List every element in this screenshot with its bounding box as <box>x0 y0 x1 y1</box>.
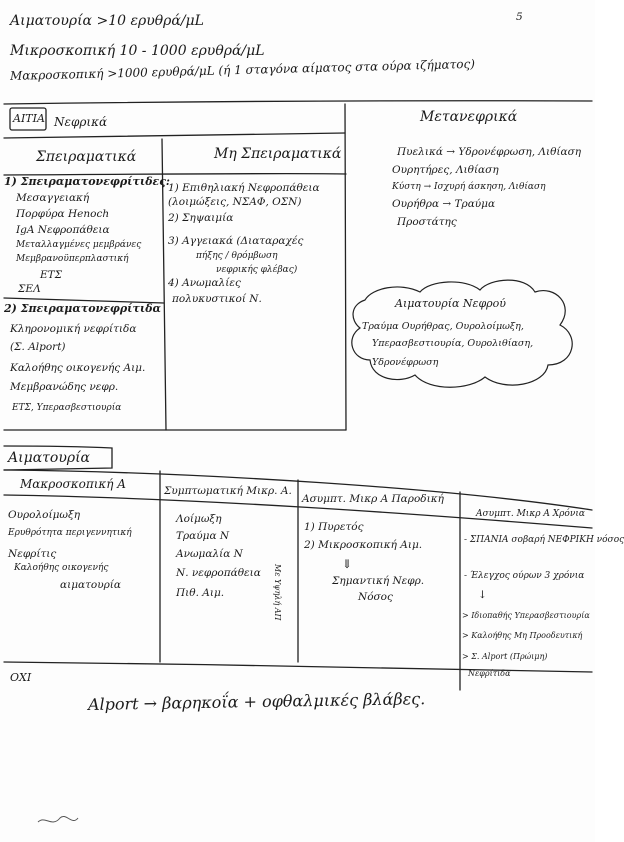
col3-title: Ασυμπτ. Μικρ Α Παροδική <box>302 493 444 505</box>
spir-2-heading: 2) Σπειραματονεφρίτιδα <box>4 302 161 315</box>
col4-item: - ΣΠΑΝΙΑ σοβαρή ΝΕΦΡΙΚΗ νόσος <box>464 535 624 545</box>
bottom-note: Alport → βαρηκοΐα + οφθαλμικές βλάβες. <box>87 689 426 714</box>
col1-title: Μακροσκοπική Α <box>20 477 126 491</box>
col3-item: Νόσος <box>358 591 393 603</box>
mi-spir-item: 1) Επιθηλιακή Νεφροπάθεια <box>168 182 320 194</box>
col3-item: Σημαντική Νεφρ. <box>332 575 425 587</box>
mi-spir-item: πήξης / θρόμβωση <box>196 251 278 261</box>
col2-item: Ανωμαλία Ν <box>176 548 243 560</box>
meta-item: Προστάτης <box>397 216 457 228</box>
col2-item: Λοίμωξη <box>176 513 222 525</box>
col2-item: Τραύμα Ν <box>176 530 230 542</box>
mi-spiramatika-col-title: Μη Σπειραματικά <box>214 146 342 162</box>
spir-1-item: Μεσαγγειακή <box>16 192 90 204</box>
meta-item: Ουρήθρα → Τραύμα <box>392 198 496 210</box>
col4-item: > Σ. Alport (Πρώιμη) <box>462 652 548 661</box>
aitia-title: ΑΙΤΙΑ <box>13 112 45 125</box>
spir-2-item: (Σ. Alport) <box>10 341 66 353</box>
meta-item: Ουρητήρες, Λιθίαση <box>392 164 499 176</box>
col2-side-note: Με Υψηλή ΑΠ <box>273 564 282 621</box>
spir-1-item: ΣΕΛ <box>18 283 41 295</box>
col1-item: Νεφρίτις <box>8 548 57 560</box>
col4-item: > Ιδιοπαθής Υπερασβεστιουρία <box>462 611 590 620</box>
col1-item: Ερυθρότητα περιγεννητική <box>8 528 132 538</box>
col4-title: Ασυμπτ. Μικρ Α Χρόνια <box>476 509 585 519</box>
header-line-1: Αιματουρία >10 ερυθρά/μL <box>10 13 204 29</box>
col2-title: Συμπτωματική Μικρ. Α. <box>164 485 292 497</box>
nephra-title: Νεφρικά <box>54 115 108 129</box>
meta-item: Πυελικά → Υδρονέφρωση, Λιθίαση <box>397 146 582 158</box>
spiramatika-col-title: Σπειραματικά <box>36 149 137 165</box>
col2-item: Πιθ. Αιμ. <box>176 587 225 599</box>
spir-2-item: Μεμβρανώδης νεφρ. <box>10 381 119 393</box>
spir-2-item: Κληρονομική νεφρίτιδα <box>10 323 137 335</box>
mi-spir-item: νεφρικής φλέβας) <box>216 265 298 275</box>
col4-item: Νεφρίτιδα <box>468 669 511 678</box>
oxi-label: ΟΧΙ <box>10 671 32 684</box>
header-line-2: Μικροσκοπική 10 - 1000 ερυθρά/μL <box>10 43 265 59</box>
col2-item: Ν. νεφροπάθεια <box>176 567 261 579</box>
cloud-title: Αιματουρία Νεφρού <box>395 297 506 310</box>
spir-2-item: ΕΤΣ, Υπερασβεστιουρία <box>12 403 122 413</box>
spir-1-item: Μεταλλαγμένες μεμβράνες <box>16 240 142 250</box>
header-line-3: Μακροσκοπική >1000 ερυθρά/μL (ή 1 σταγόνα αίματος στα ούρα ιζήματος) <box>9 56 476 83</box>
col3-item: 1) Πυρετός <box>304 521 364 533</box>
col4-arrow: ↓ <box>478 589 487 601</box>
mi-spir-item: πολυκυστικοί Ν. <box>172 293 262 305</box>
col1-item: Καλοήθης οικογενής <box>14 563 109 573</box>
col1-item: Ουρολοίμωξη <box>8 509 81 521</box>
cloud-line: Τραύμα Ουρήθρας, Ουρολοίμωξη, <box>362 321 524 332</box>
mi-spir-item: 2) Σηψαιμία <box>168 212 234 224</box>
scribble-mark <box>38 816 78 822</box>
cloud-line: Υπερασβεστιουρία, Ουρολιθίαση, <box>372 338 534 349</box>
page-number: 5 <box>516 11 523 23</box>
col3-item: 2) Μικροσκοπική Αιμ. <box>304 539 423 551</box>
col3-arrow: ⇓ <box>342 557 353 571</box>
spir-1-item: ΕΤΣ <box>40 269 63 281</box>
mi-spir-item: 4) Ανωμαλίες <box>168 277 241 289</box>
metanephra-title: Μετανεφρικά <box>420 109 518 125</box>
section1-top-line <box>4 101 592 104</box>
spir-1-heading: 1) Σπειραματονεφρίτιδες: <box>4 175 170 188</box>
meta-item: Κύστη → Ισχυρή άσκηση, Λιθίαση <box>392 182 546 192</box>
spir-2-item: Καλοήθης οικογενής Αιμ. <box>10 362 146 374</box>
col4-item: - Έλεγχος ούρων 3 χρόνια <box>464 571 585 581</box>
mi-spir-item: (λοιμώξεις, ΝΣΑΦ, ΟΣΝ) <box>168 196 302 208</box>
col4-item: > Καλοήθης Μη Προοδευτική <box>462 631 583 640</box>
col1-item: αιματουρία <box>60 579 122 591</box>
mi-spir-item: 3) Αγγειακά (Διαταραχές <box>168 235 304 247</box>
spir-1-item: Μεμβρανοϋπερπλαστική <box>16 254 129 264</box>
spir-1-item: IgA Νεφροπάθεια <box>16 224 110 236</box>
spir-1-item: Πορφύρα Henoch <box>16 208 110 220</box>
cloud-line: Υδρονέφρωση <box>372 357 439 368</box>
section2-title: Αιματουρία <box>8 450 91 466</box>
